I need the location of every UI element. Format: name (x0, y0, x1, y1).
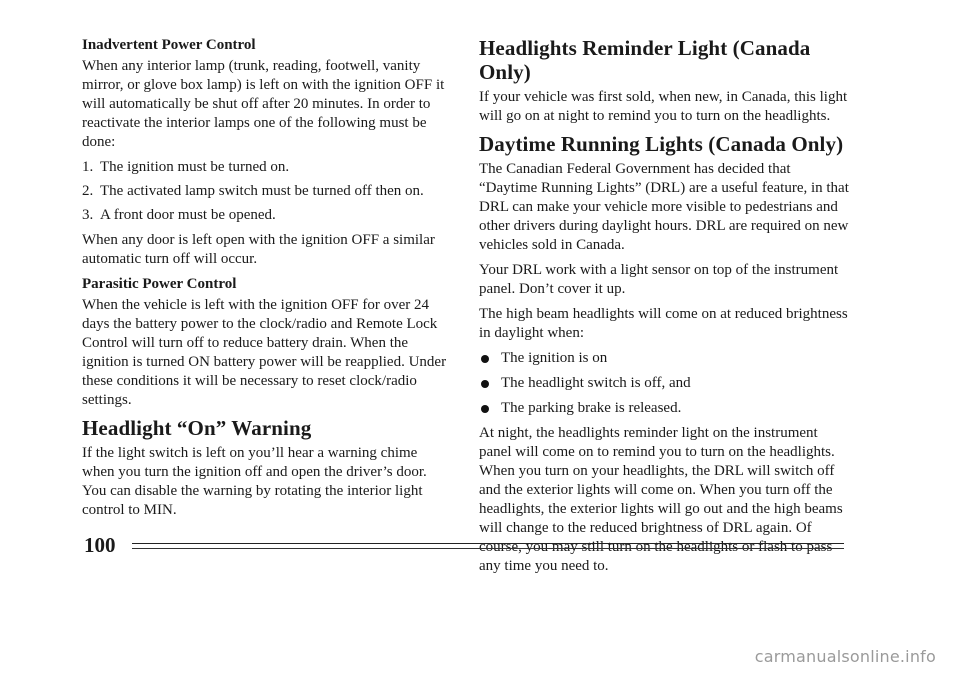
drl-paragraph-4: At night, the headlights reminder light on the instrument panel will come on to remind you to turn on the headlights. When you turn on your headlights, the DRL will switch off and the exterior lights will come on. When you turn off the headlights, the exterior lights will go out and the high beams will change to the reduced brightness of DRL again. Of course, you may still turn on the headlights or flash to pass any time you need to. (479, 425, 843, 574)
watermark: carmanualsonline.info (754, 647, 936, 666)
right-column (479, 36, 851, 582)
reactivation-steps-list (82, 158, 452, 225)
drl-paragraph-3: The high beam headlights will come on at reduced brightness in daylight when: (479, 306, 848, 341)
step-text: A front door must be opened. (100, 207, 276, 223)
condition-text: The headlight switch is off, and (501, 375, 691, 391)
step-text: The ignition must be turned on. (100, 159, 290, 175)
step-text: The activated lamp switch must be turned off then on. (100, 183, 424, 199)
reminder-light-text: If your vehicle was first sold, when new, in Canada, this light will go on at night to remind you to turn on the headlights. (479, 89, 848, 124)
page-footer (84, 532, 844, 562)
drl-heading: Daytime Running Lights (Canada Only) (479, 132, 844, 156)
page-number: 100 (84, 533, 116, 557)
drl-conditions-list (479, 349, 851, 418)
list-item (82, 158, 452, 177)
inadvertent-power-intro: When any interior lamp (trunk, reading, footwell, vanity mirror, or glove box lamp) is left on with the ignition OFF it will automatically be shut off after 20 minutes. In order to reactivate the interior lamps one of the following must be done: (82, 58, 445, 150)
step-number: 1. (82, 159, 94, 175)
step-number: 3. (82, 207, 94, 223)
condition-text: The parking brake is released. (501, 400, 682, 416)
step-number: 2. (82, 183, 94, 199)
headlight-warning-heading: Headlight “On” Warning (82, 416, 312, 440)
bullet-icon (481, 355, 489, 363)
parasitic-power-text: When the vehicle is left with the ignition OFF for over 24 days the battery power to the clock/radio and Remote Lock Control will turn off to reduce battery drain. When the ignition is turned ON battery power will be reapplied. Under these conditions it will be necessary to reset clock/radio settings. (82, 297, 447, 408)
footer-rule (132, 548, 844, 549)
list-item (82, 206, 452, 225)
reminder-light-heading: Headlights Reminder Light (Canada Only) (479, 36, 811, 84)
list-item (82, 182, 452, 201)
headlight-warning-text: If the light switch is left on you’ll hear a warning chime when you turn the ignition off and open the driver’s door. You can disable the warning by rotating the interior light control to MIN. (82, 445, 427, 518)
bullet-icon (481, 380, 489, 388)
bullet-icon (481, 405, 489, 413)
parasitic-power-heading: Parasitic Power Control (82, 276, 237, 292)
list-item (479, 399, 851, 418)
left-column (82, 36, 452, 526)
drl-paragraph-1: The Canadian Federal Government has decided that “Daytime Running Lights” (DRL) are a useful feature, in that DRL can make your vehicle more visible to pedestrians and other drivers during daylight hours. DRL are required on new vehicles sold in Canada. (479, 161, 849, 253)
condition-text: The ignition is on (501, 350, 608, 366)
inadvertent-power-outro: When any door is left open with the ignition OFF a similar automatic turn off will occur. (82, 232, 435, 267)
drl-paragraph-2: Your DRL work with a light sensor on top of the instrument panel. Don’t cover it up. (479, 262, 839, 297)
list-item (479, 349, 851, 368)
list-item (479, 374, 851, 393)
footer-rule (132, 543, 844, 544)
inadvertent-power-heading: Inadvertent Power Control (82, 37, 256, 53)
